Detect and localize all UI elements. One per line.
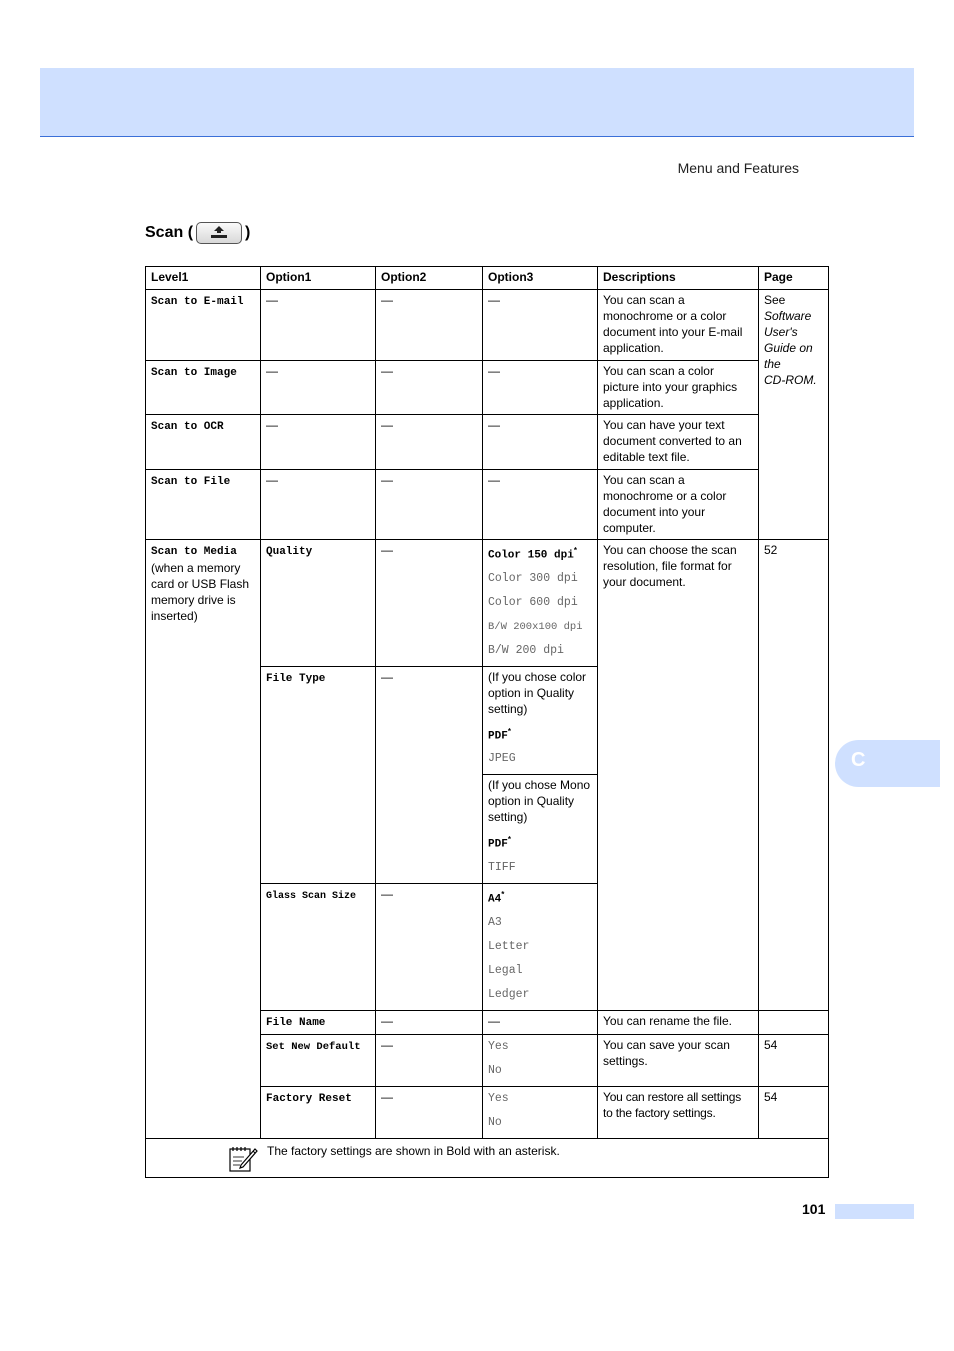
col-header-descriptions: Descriptions [598,267,759,290]
dash: — [381,886,393,901]
quality-option: B/W 200x100 dpi [488,620,583,633]
table-header-row [146,267,829,290]
dash: — [381,1013,393,1028]
page-reference-software-guide: See Software User's Guide on the CD-ROM. [759,290,829,540]
dash: — [488,1013,500,1028]
scan-key-icon [196,222,242,244]
glass-option: Ledger [488,987,530,1001]
col-header-page: Page [759,267,829,290]
col-header-level1: Level1 [146,267,261,290]
factory-option: Yes [488,1091,509,1105]
level1-scan-to-file: Scan to File [151,476,231,488]
scan-menu-table [145,266,829,1178]
table-row [146,361,829,415]
table-row [146,470,829,540]
level1-scan-to-ocr: Scan to OCR [151,421,224,433]
col-header-option3: Option3 [483,267,598,290]
description: You can rename the file. [598,1010,759,1034]
glass-option: Legal [488,963,523,977]
page-reference: 54 [759,1034,829,1086]
table-row [146,540,829,667]
section-title-prefix: Scan ( [145,224,194,241]
page-number: 101 [802,1201,826,1217]
dash: — [381,1037,393,1052]
set-default-option: Yes [488,1039,509,1053]
level1-scan-to-media: Scan to Media (when a memory card or USB Flash memory drive is inserted) [146,540,261,1139]
dash: — [488,473,500,487]
note-text: The factory settings are shown in Bold with an asterisk. [267,1143,560,1158]
glass-option: Letter [488,939,530,953]
quality-option: Color 300 dpi [488,571,578,585]
description: You can restore all settings to the factory settings. [598,1086,759,1138]
description: You can have your text document converted to an editable text file. [598,415,759,470]
note-row [146,1138,829,1177]
dash: — [266,293,278,307]
section-title [145,222,250,244]
glass-option: A3 [488,915,502,929]
factory-option: No [488,1115,502,1129]
quality-option: B/W 200 dpi [488,643,564,657]
dash: — [381,364,393,378]
file-type-option: JPEG [488,752,516,766]
file-type-mono-default: PDF* [488,835,511,851]
dash: — [266,364,278,378]
file-type-mono-note: (If you chose Mono option in Quality setting) [488,778,591,825]
dash: — [381,669,393,684]
quality-default: Color 150 dpi* [488,546,577,562]
description: You can scan a color picture into your graphics application. [598,361,759,415]
dash: — [488,364,500,378]
page-reference: 52 [759,540,829,1011]
dash: — [381,418,393,432]
dash: — [488,418,500,432]
section-title-suffix: ) [245,224,251,241]
note-pencil-icon [228,1145,258,1177]
glass-default: A4* [488,889,505,906]
dash: — [381,1089,393,1104]
option1-quality: Quality [266,546,313,558]
chapter-tab [835,740,940,787]
header-band [40,68,914,137]
dash: — [488,293,500,307]
file-type-color-default: PDF* [488,726,511,743]
file-type-color-note: (If you chose color option in Quality setting) [488,669,587,716]
level1-scan-to-image: Scan to Image [151,367,237,379]
dash: — [266,418,278,432]
description: You can scan a monochrome or a color document into your E-mail application. [598,290,759,361]
set-default-option: No [488,1063,502,1077]
table-row [146,415,829,470]
quality-option: Color 600 dpi [488,595,578,609]
dash: — [381,543,393,557]
page-number-bar [835,1204,914,1219]
file-type-option: TIFF [488,860,516,874]
option1-factory-reset: Factory Reset [266,1092,352,1105]
page-reference: 54 [759,1086,829,1138]
dash: — [381,473,393,487]
option1-set-new-default: Set New Default [266,1040,361,1053]
col-header-option2: Option2 [376,267,483,290]
option1-file-name: File Name [266,1016,326,1029]
level1-scan-to-email: Scan to E-mail [151,296,244,308]
dash: — [266,473,278,487]
option1-file-type: File Type [266,672,326,685]
header-title: Menu and Features [677,160,799,176]
description: You can scan a monochrome or a color document into your computer. [598,470,759,540]
description: You can save your scan settings. [598,1034,759,1086]
dash: — [381,293,393,307]
description: You can choose the scan resolution, file format for your document. [598,540,759,1011]
chapter-tab-letter: C [851,749,866,771]
col-header-option1: Option1 [261,267,376,290]
table-row [146,290,829,361]
page-reference-empty [759,1010,829,1034]
option1-glass-scan-size: Glass Scan Size [266,890,357,902]
